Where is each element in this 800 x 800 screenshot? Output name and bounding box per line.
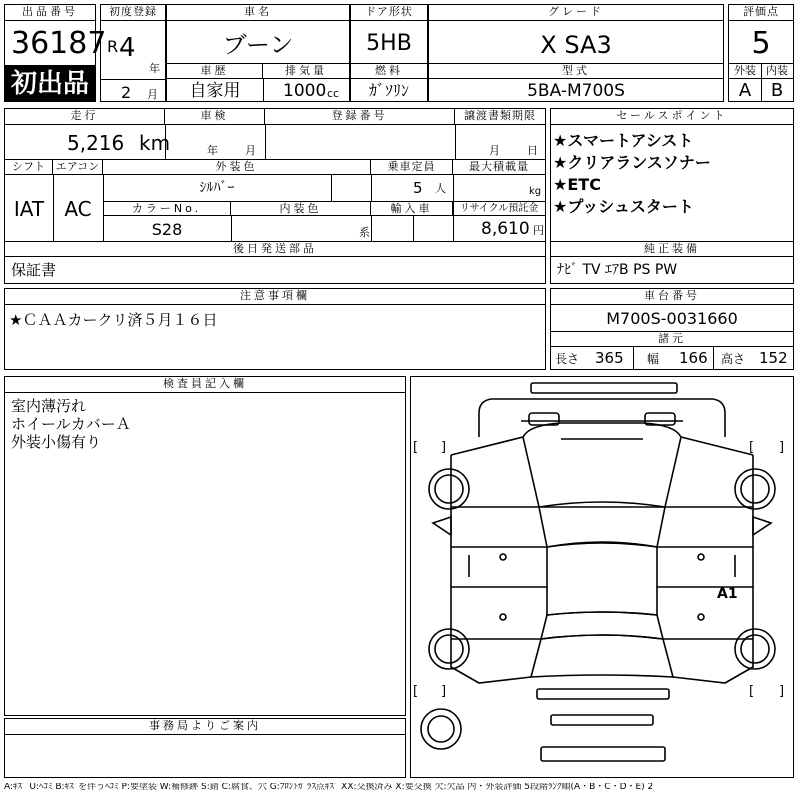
bracket-close: ]	[779, 684, 785, 699]
mileage: 5,216	[67, 131, 125, 155]
capacity: 5	[413, 179, 423, 197]
door-box	[350, 4, 428, 102]
grade-label: グレード	[429, 5, 723, 21]
first-registration-label: 初度登録	[101, 5, 165, 21]
history: 自家用	[189, 81, 241, 101]
length-label: 長さ	[555, 352, 580, 366]
office-label: 事務局よりご案内	[5, 719, 405, 735]
bracket-close: ]	[441, 684, 447, 699]
car-name: ブーン	[222, 31, 294, 59]
sales-point-item: ★スマートアシスト	[553, 131, 694, 150]
bracket-open: [	[749, 440, 755, 455]
width-label: 幅	[647, 352, 660, 366]
transfer-month-unit: 月	[489, 144, 500, 157]
chassis-label: 車台番号	[551, 289, 793, 305]
first-listing-badge: 初出品	[4, 66, 96, 102]
reg-year: 4	[119, 33, 136, 63]
sales-point-item: ★クリアランスソナー	[553, 153, 711, 172]
height-label: 高さ	[721, 352, 746, 366]
color-no: S28	[151, 220, 183, 239]
door-label: ドア形状	[351, 5, 427, 21]
era: R	[107, 37, 119, 56]
inspector-line: 室内薄汚れ	[11, 397, 87, 415]
office-box	[4, 718, 406, 778]
load-unit: kg	[529, 186, 542, 197]
score-label: 評価点	[729, 5, 793, 21]
bracket-close: ]	[779, 440, 785, 455]
exterior-label: 外装	[729, 64, 761, 79]
grade: X SA3	[540, 31, 612, 59]
sales-point-item: ★プッシュスタート	[553, 197, 694, 216]
ext-color-label: 外装色	[103, 160, 371, 175]
inspection-month-unit: 月	[245, 144, 256, 157]
fuel: ｶﾞｿﾘﾝ	[368, 81, 409, 100]
interior-grade: B	[770, 80, 784, 101]
load-label: 最大積載量	[453, 160, 545, 175]
specs-label: 諸元	[551, 332, 793, 347]
model: 5BA-M700S	[527, 81, 625, 101]
history-label: 車歴	[167, 64, 263, 79]
notes-box	[4, 288, 546, 370]
color-no-label: カラーNo.	[103, 202, 231, 216]
exterior-grade: A	[738, 80, 752, 101]
fuel-label: 燃料	[351, 64, 427, 79]
length: 365	[595, 349, 624, 367]
chassis-box	[550, 288, 794, 370]
later-parts-label: 後日発送部品	[5, 242, 545, 257]
inspection-year-unit: 年	[207, 144, 218, 157]
interior-label: 内装	[761, 64, 793, 79]
import-label: 輸入車	[371, 202, 453, 216]
mileage-label: 走行	[5, 109, 165, 125]
mileage-unit: km	[139, 131, 171, 155]
int-color-label: 内装色	[231, 202, 371, 216]
bracket-open: [	[413, 440, 419, 455]
detail-box	[4, 108, 546, 284]
reg-number-label: 登録番号	[265, 109, 455, 125]
score-box	[728, 4, 794, 102]
inspector-line: 外装小傷有り	[11, 433, 102, 451]
bracket-close: ]	[441, 440, 447, 455]
lot-number-box	[4, 4, 107, 66]
chassis-number: M700S-0031660	[606, 309, 738, 328]
inspector-label: 検査員記入欄	[5, 377, 405, 393]
recycle: 8,610	[481, 219, 530, 239]
height: 152	[759, 349, 788, 367]
shift: IAT	[13, 197, 45, 221]
bracket-open: [	[749, 684, 755, 699]
car-diagram-box	[410, 376, 794, 778]
width: 166	[679, 349, 708, 367]
door-type: 5HB	[366, 31, 412, 56]
car-name-box	[166, 4, 350, 102]
lot-number-label: 出品番号	[5, 5, 95, 21]
ac: AC	[64, 197, 92, 221]
capacity-label: 乗車定員	[371, 160, 453, 175]
ac-label: エアコン	[53, 160, 103, 175]
later-parts: 保証書	[11, 261, 57, 279]
bracket-open: [	[413, 684, 419, 699]
capacity-unit: 人	[435, 182, 446, 195]
score: 5	[751, 26, 771, 61]
int-color-unit: 系	[359, 226, 370, 239]
grade-box	[428, 4, 724, 102]
sales-point-item: ★ETC	[553, 175, 601, 194]
transfer-deadline-label: 譲渡書類期限	[455, 109, 545, 125]
car-diagram	[411, 377, 793, 777]
displacement-label: 排気量	[263, 64, 349, 79]
displacement: 1000	[283, 81, 327, 101]
year-unit: 年	[149, 62, 160, 75]
lot-number: 36187	[11, 26, 107, 61]
model-label: 型式	[429, 64, 723, 79]
recycle-unit: 円	[533, 224, 544, 237]
recycle-label: リサイクル預託金	[453, 202, 545, 216]
reg-month: 2	[121, 83, 132, 102]
sales-points-box	[550, 108, 794, 284]
displacement-unit: cc	[327, 87, 340, 100]
inspection-label: 車検	[165, 109, 265, 125]
equipment: ﾅﾋﾞ TV ｴｱB PS PW	[557, 262, 678, 278]
month-unit: 月	[147, 88, 158, 101]
sales-points-label: セールスポイント	[551, 109, 793, 125]
footer-legend: A:ｷｽﾞ U:ﾍｺﾐ B:ｷｽﾞを伴うﾍｺﾐ P:要塗装 W:補修跡 S:錆 C:腐食、穴 G:ﾌﾛﾝﾄｶﾞﾗｽ点ｷｽﾞ XX:交換済み X:要交換 欠:欠品 内・外装評価 5段階ﾗﾝｸ順(A・B・C・D・E) 2	[4, 783, 654, 792]
inspector-box	[4, 376, 406, 716]
transfer-day-unit: 日	[527, 144, 538, 157]
inspector-line: ホイールカバーＡ	[11, 415, 131, 433]
notes: ★ＣＡＡカークリ済５月１６日	[9, 311, 218, 329]
equipment-label: 純正装備	[551, 242, 793, 257]
ext-color: ｼﾙﾊﾞｰ	[199, 180, 235, 196]
car-name-label: 車名	[167, 5, 349, 21]
first-registration-box	[100, 4, 166, 102]
notes-label: 注意事項欄	[5, 289, 545, 305]
shift-label: シフト	[5, 160, 53, 175]
damage-mark: A1	[717, 586, 738, 602]
